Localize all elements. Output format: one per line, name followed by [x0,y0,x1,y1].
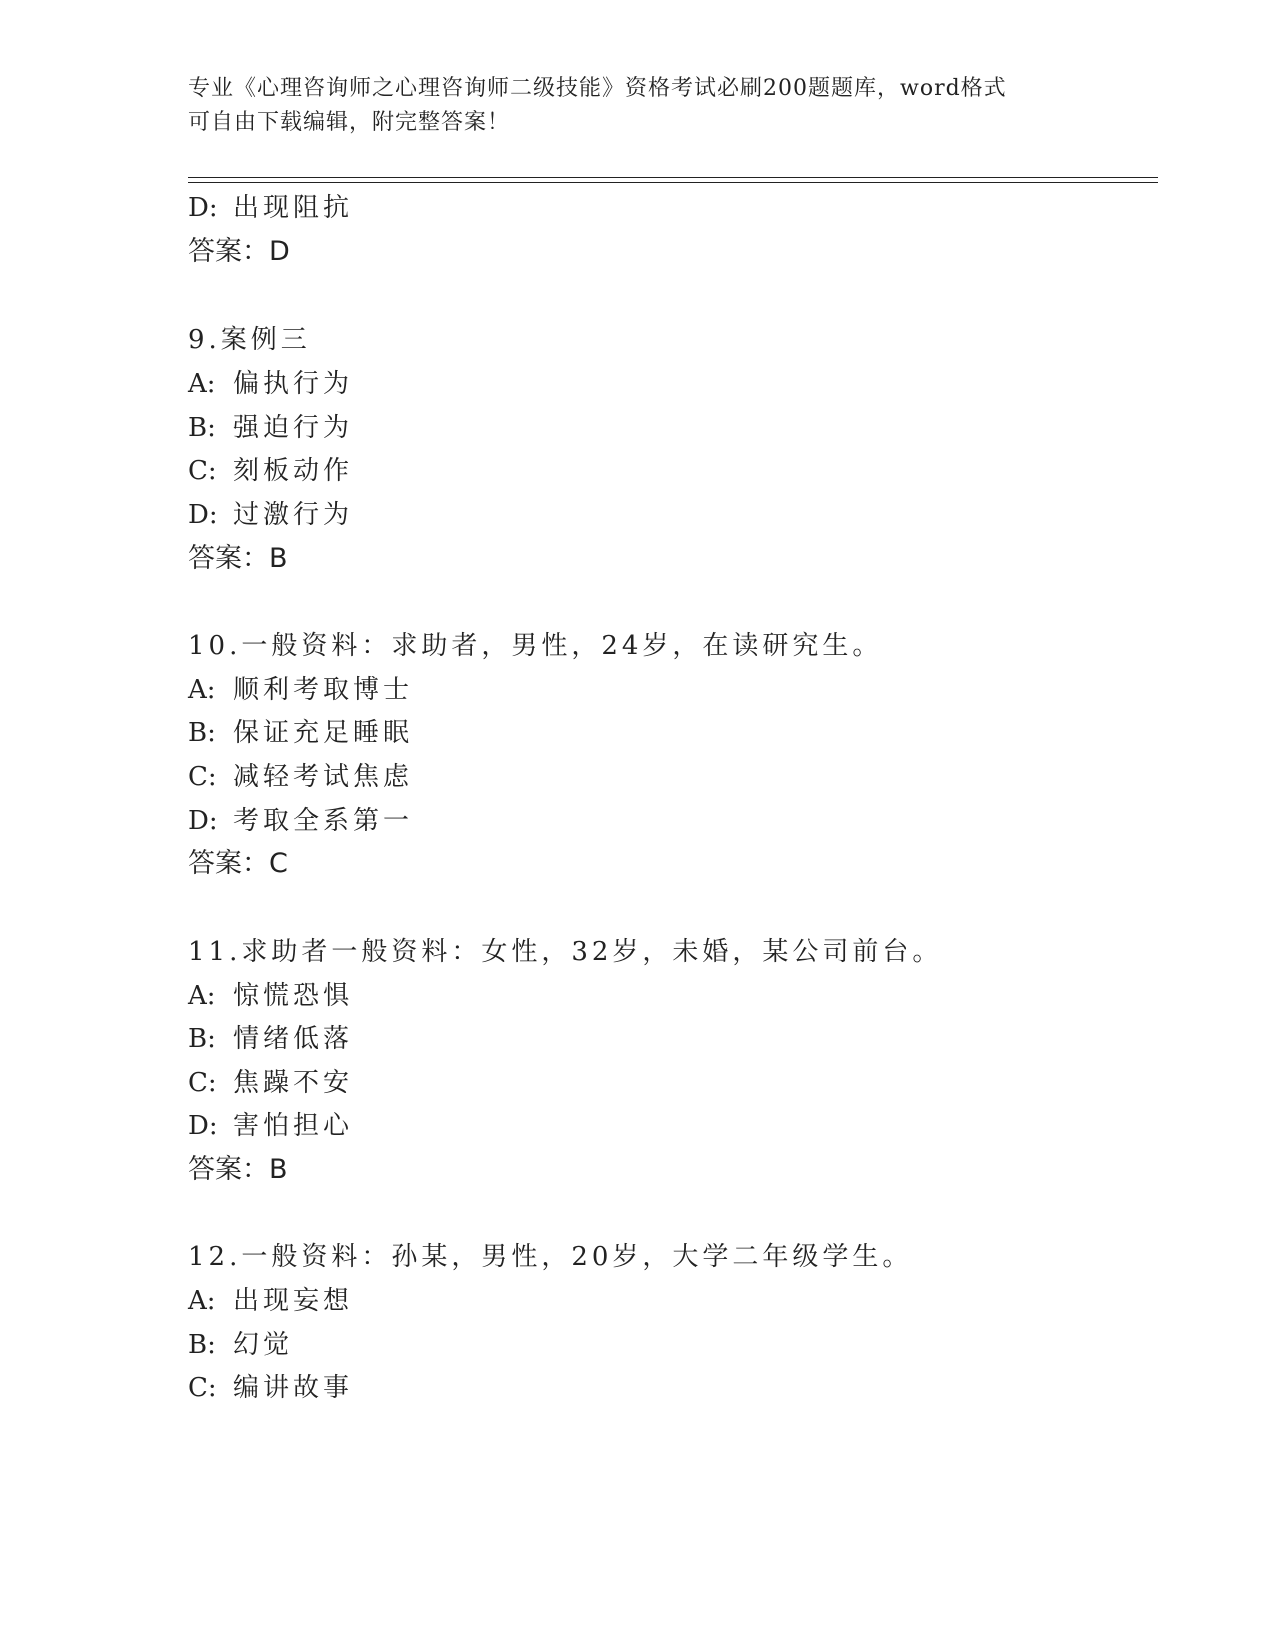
option-label: C: [188,1373,217,1403]
option-label: D: [188,806,218,836]
option-c [188,453,353,489]
option-d [188,1108,353,1144]
option-label: B: [188,413,216,443]
option-a [188,366,353,402]
option-b [188,1327,293,1363]
answer-line: 答案：B [188,1154,288,1185]
option-text: 情绪低落 [233,1024,354,1054]
option-text: 害怕担心 [233,1111,354,1141]
option-text: 保证充足睡眠 [233,718,414,748]
option-label: C: [188,762,217,792]
option-d [188,497,353,533]
option-text: 出现阻抗 [233,193,354,223]
option-label: C: [188,456,217,486]
option-label: A: [188,675,216,705]
question-10: 10.一般资料：求助者，男性，24岁，在读研究生。 [188,631,883,661]
option-d [188,190,353,226]
option-label: C: [188,1068,217,1098]
question-11: 11.求助者一般资料：女性，32岁，未婚，某公司前台。 [188,937,943,967]
header-divider-top [188,177,1158,178]
option-text: 偏执行为 [233,369,354,399]
option-label: B: [188,1330,216,1360]
option-a [188,1283,353,1319]
document-header [188,72,1068,140]
option-label: B: [188,1024,216,1054]
option-text: 顺利考取博士 [233,675,414,705]
option-text: 编讲故事 [233,1373,354,1403]
answer-line: 答案：C [188,848,288,879]
option-label: D: [188,500,218,530]
option-text: 幻觉 [233,1330,294,1360]
option-b [188,1021,353,1057]
option-c [188,1065,353,1101]
answer-line: 答案：D [188,236,290,267]
option-c [188,759,413,795]
answer-line: 答案：B [188,543,288,574]
option-b [188,715,413,751]
option-a [188,978,353,1014]
header-line-2: 可自由下载编辑，附完整答案！ [188,110,511,135]
option-a [188,672,413,708]
option-label: D: [188,1111,218,1141]
question-9: 9.案例三 [188,325,311,355]
option-text: 过激行为 [233,500,354,530]
option-text: 刻板动作 [233,456,354,486]
option-label: D: [188,193,218,223]
option-text: 焦躁不安 [233,1068,354,1098]
option-text: 惊慌恐惧 [233,981,354,1011]
option-text: 减轻考试焦虑 [233,762,414,792]
option-text: 出现妄想 [233,1286,354,1316]
question-12: 12.一般资料：孙某，男性，20岁，大学二年级学生。 [188,1242,913,1272]
option-c [188,1370,353,1406]
option-d [188,803,413,839]
option-text: 强迫行为 [233,413,354,443]
header-divider-bottom [188,182,1158,183]
option-b [188,410,353,446]
option-label: A: [188,1286,216,1316]
option-label: B: [188,718,216,748]
header-line-1: 专业《心理咨询师之心理咨询师二级技能》资格考试必刷200题题库，word格式 [188,76,1007,101]
option-text: 考取全系第一 [233,806,414,836]
option-label: A: [188,981,216,1011]
option-label: A: [188,369,216,399]
